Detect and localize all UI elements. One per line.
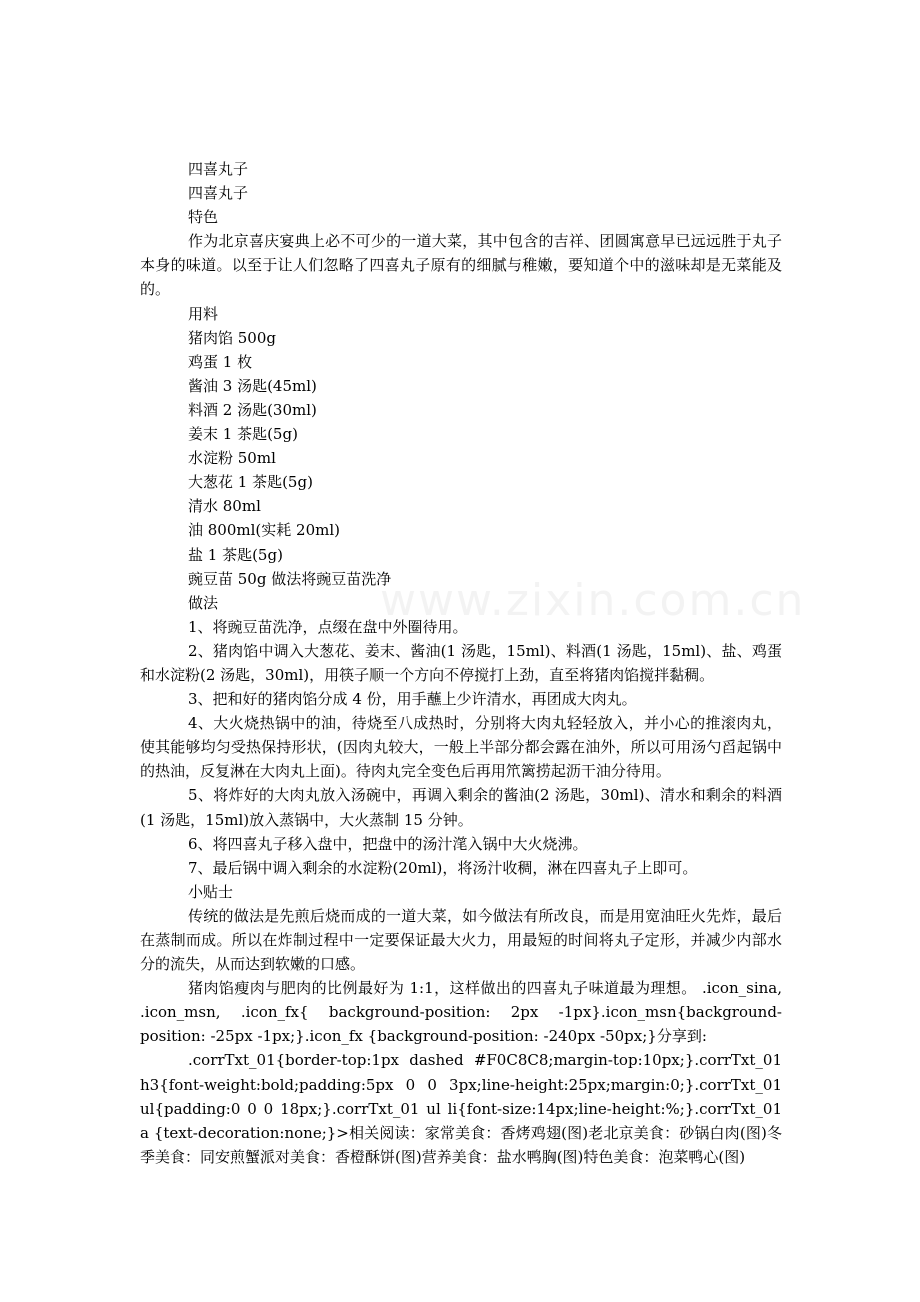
method-step: 5、将炸好的大肉丸放入汤碗中，再调入剩余的酱油(2 汤匙，30ml)、清水和剩余的料酒(1 汤匙，15ml)放入蒸锅中，大火蒸制 15 分钟。 [140,786,782,829]
method-step: 1、将豌豆苗洗净，点缀在盘中外圈待用。 [188,617,468,636]
method-step: 4、大火烧热锅中的油，待烧至八成热时，分别将大肉丸轻轻放入，并小心的推滚肉丸，使其能够均匀受热保持形状，(因肉丸较大，一般上半部分都会露在油外，所以可用汤勺舀起锅中的热油，反复淋在大肉丸上面)。待肉丸完全变色后再用笊篱捞起沥干油分待用。 [140,714,782,781]
related-reading-paragraph: .corrTxt_01{border-top:1px dashed #F0C8C8;margin-top:10px;}.corrTxt_01 h3{font-weight:bold;padding:5px 0 0 3px;line-height:25px;margin:0;}.corrTxt_01 ul{padding:0 0 0 18px;}.corrTxt_01 ul li{font-size:14px;line-height:%;}.corrTxt_01 a {text-decoration:none;}>相关阅读：家常美食：香烤鸡翅(图)老北京美食：砂锅白肉(图)冬季美食：同安煎蟹派对美食：香橙酥饼(图)营养美食：盐水鸭胸(图)特色美食：泡菜鸭心(图) [140,1051,782,1166]
ingredient-item: 鸡蛋 1 枚 [188,352,253,371]
feature-paragraph: 作为北京喜庆宴典上必不可少的一道大菜，其中包含的吉祥、团圆寓意早已远远胜于丸子本身的味道。以至于让人们忽略了四喜丸子原有的细腻与稚嫩，要知道个中的滋味却是无菜能及的。 [140,232,782,299]
ratio-paragraph: 猪肉馅瘦肉与肥肉的比例最好为 1:1，这样做出的四喜丸子味道最为理想。 .icon_sina, .icon_msn, .icon_fx{ background-position: 2px -1px}.icon_msn{background-position: -25px -1px;}.icon_fx {background-position: -240px -50px;}分享到: [140,979,782,1046]
ingredient-item: 猪肉馅 500g [188,328,277,347]
method-step: 6、将四喜丸子移入盘中，把盘中的汤汁滗入锅中大火烧沸。 [188,834,588,853]
ingredient-item: 油 800ml(实耗 20ml) [188,521,340,540]
ingredient-item: 清水 80ml [188,497,261,516]
title-line-2: 四喜丸子 [188,184,249,203]
method-step: 2、猪肉馅中调入大葱花、姜末、酱油(1 汤匙，15ml)、料酒(1 汤匙，15ml)、盐、鸡蛋和水淀粉(2 汤匙，30ml)，用筷子顺一个方向不停搅打上劲，直至将猪肉馅搅拌黏稠。 [140,641,782,684]
method-step: 3、把和好的猪肉馅分成 4 份，用手蘸上少许清水，再团成大肉丸。 [188,690,637,709]
title-line-1: 四喜丸子 [188,160,249,178]
document-body [140,157,782,1169]
ingredient-item: 料酒 2 汤匙(30ml) [188,400,317,419]
method-heading: 做法 [188,593,219,612]
ingredient-item: 盐 1 茶匙(5g) [188,545,283,564]
watermark: www.zixin.com.cn [380,575,806,626]
tips-heading: 小贴士 [188,882,234,901]
ingredient-item: 水淀粉 50ml [188,449,276,468]
ingredient-item: 姜末 1 茶匙(5g) [188,425,298,444]
method-step: 7、最后锅中调入剩余的水淀粉(20ml)，将汤汁收稠，淋在四喜丸子上即可。 [188,858,698,877]
feature-heading: 特色 [188,208,219,227]
ingredient-item: 大葱花 1 茶匙(5g) [188,473,313,492]
tips-paragraph: 传统的做法是先煎后烧而成的一道大菜，如今做法有所改良，而是用宽油旺火先炸，最后在蒸制而成。所以在炸制过程中一定要保证最大火力，用最短的时间将丸子定形，并减少内部水分的流失，从而达到软嫩的口感。 [140,906,782,974]
ingredients-heading: 用料 [188,304,219,323]
ingredient-item: 酱油 3 汤匙(45ml) [188,376,317,395]
ingredient-item: 豌豆苗 50g 做法将豌豆苗洗净 [188,569,392,588]
